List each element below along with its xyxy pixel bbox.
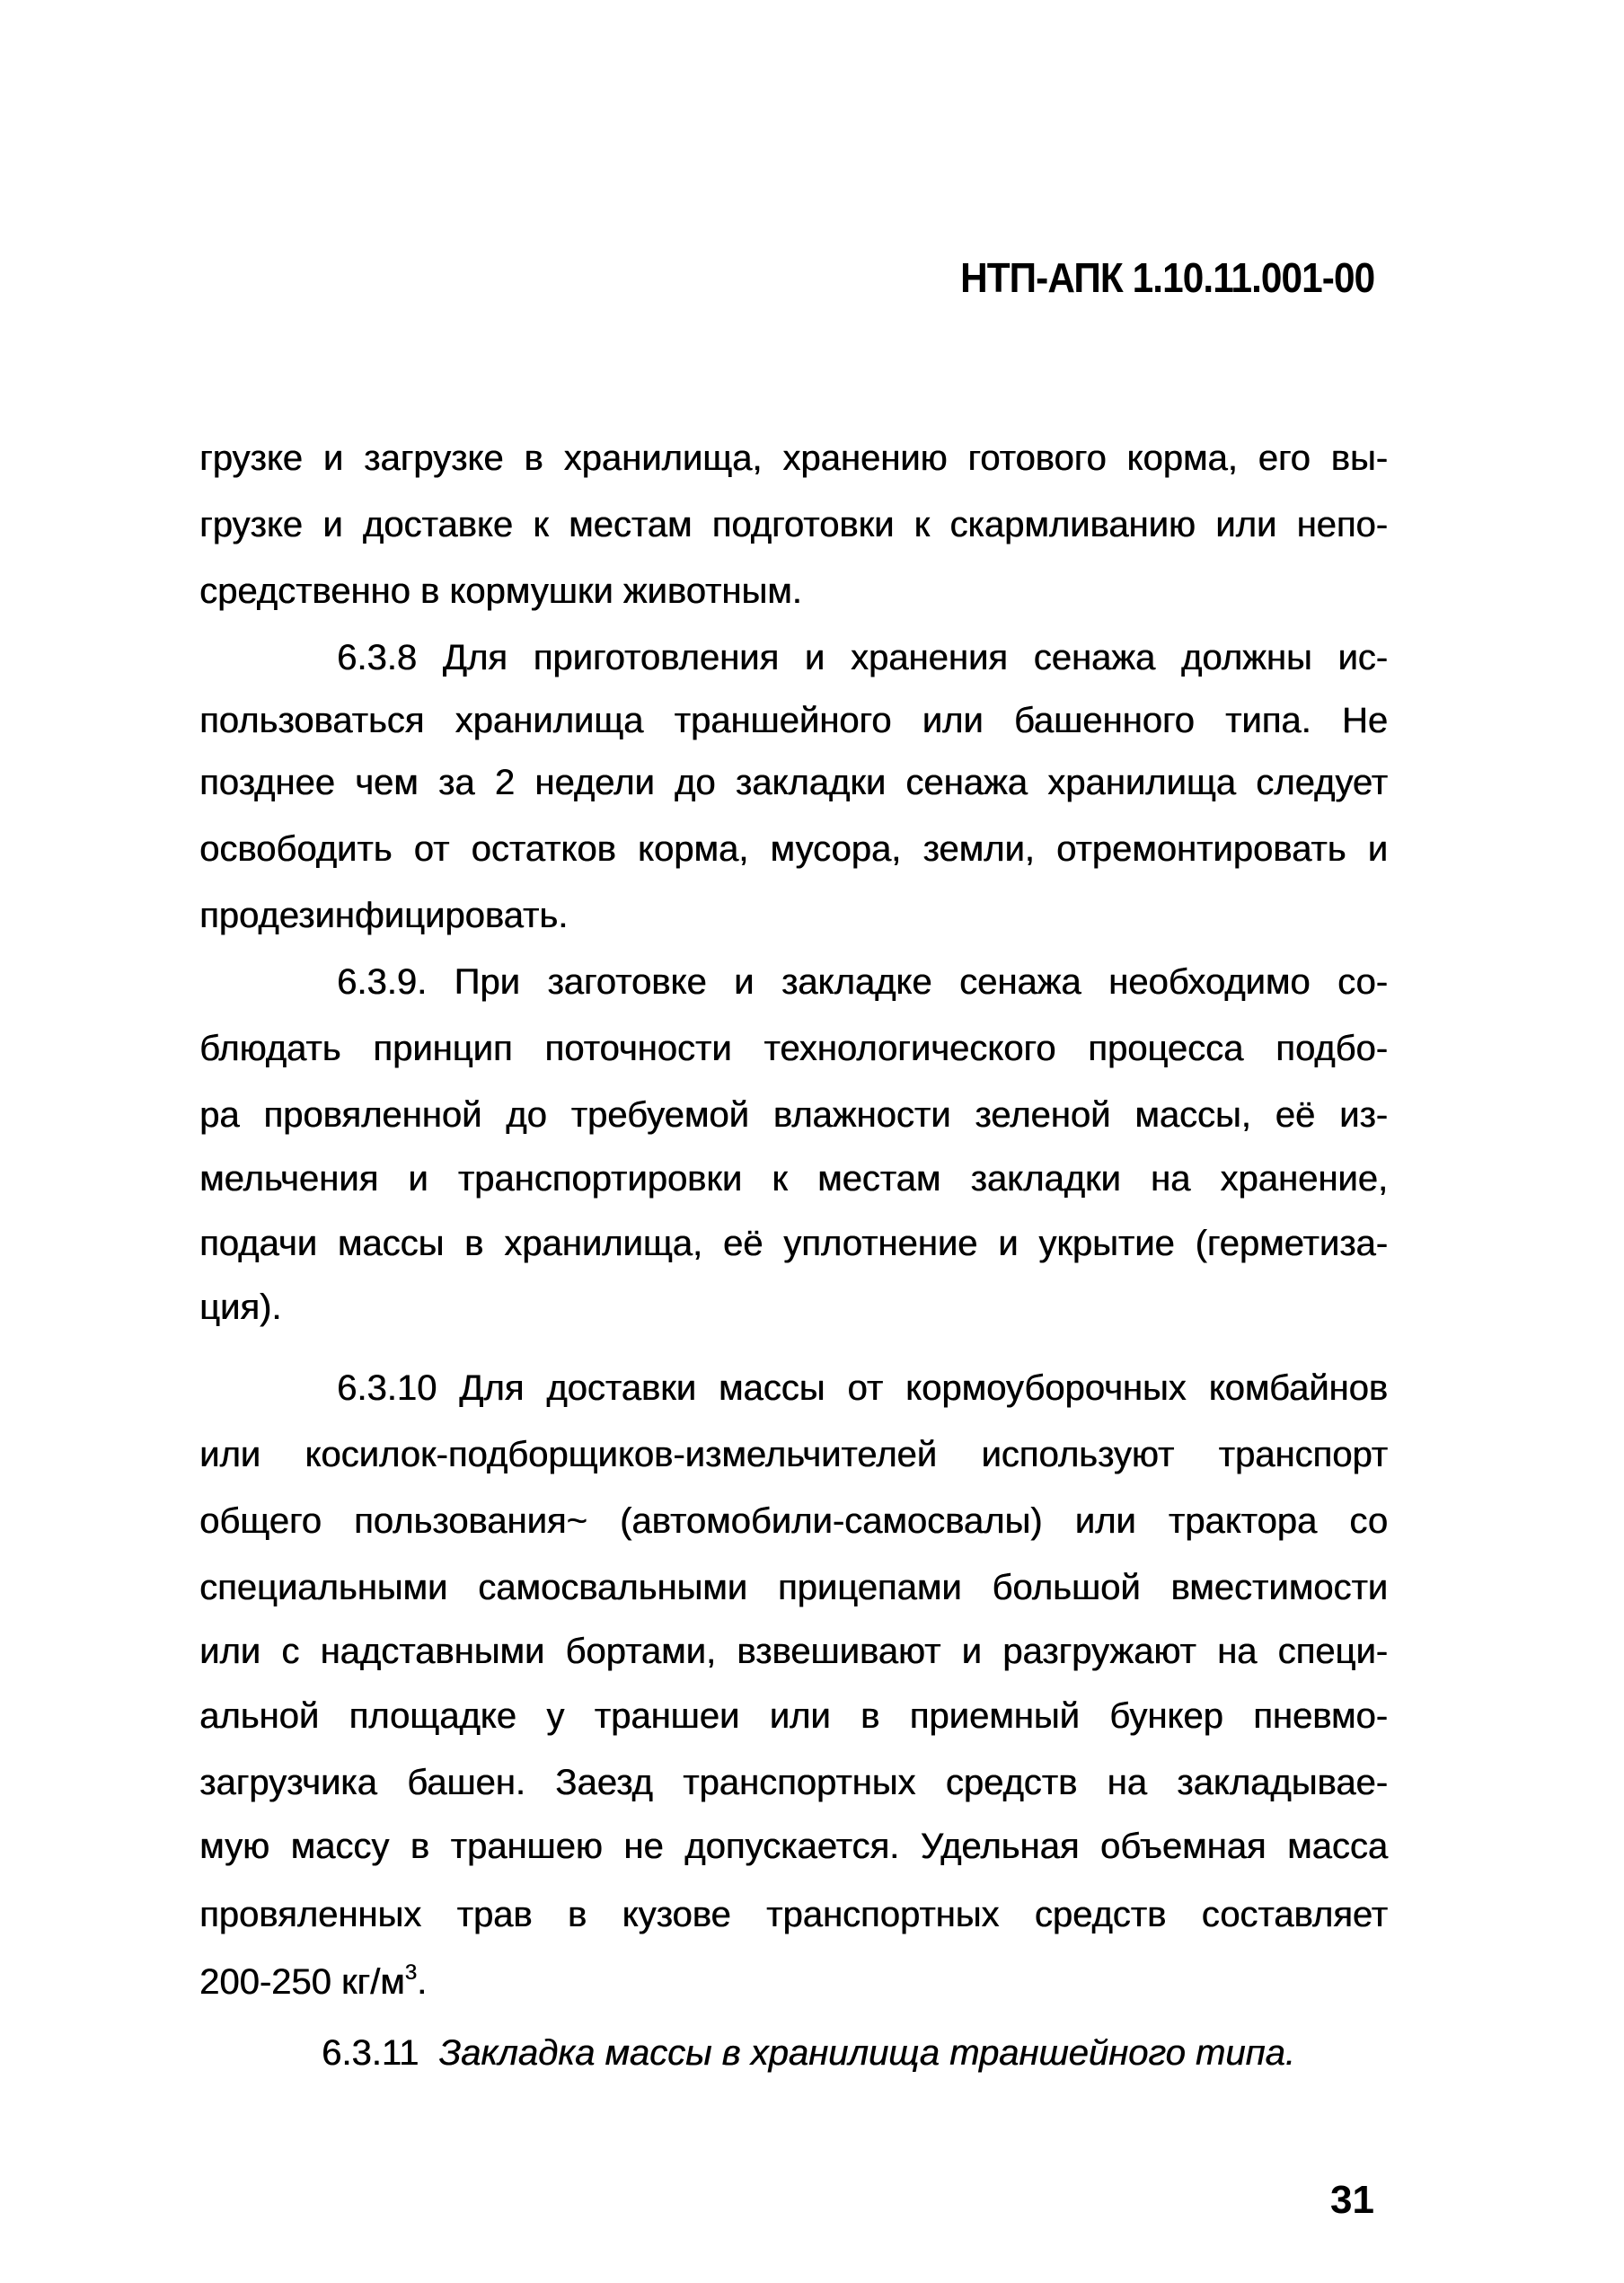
text-line: позднее чем за 2 недели до закладки сенажа хранилища следует <box>199 763 1388 802</box>
density-period: . <box>416 1962 428 2002</box>
text-line: грузке и загрузке в хранилища, хранению готового корма, его вы- <box>199 438 1388 478</box>
text-line: грузке и доставке к местам подготовки к скармливанию или непо- <box>199 505 1388 544</box>
text-line: освободить от остатков корма, мусора, земли, отремонтировать и <box>199 829 1388 869</box>
text-line: провяленных трав в кузове транспортных средств составляет <box>199 1895 1388 1934</box>
section-title: Закладка массы в хранилища траншейного типа. <box>438 2033 1295 2073</box>
section-number: 6.3.11 <box>322 2033 419 2073</box>
text-line: подачи массы в хранилища, её уплотнение и укрытие (герметиза- <box>199 1224 1388 1263</box>
text-line: средственно в кормушки животным. <box>199 571 802 611</box>
text-line: ция). <box>199 1288 282 1327</box>
text-line: альной площадке у траншеи или в приемный бункер пневмо- <box>199 1696 1388 1736</box>
text-line: специальными самосвальными прицепами большой вместимости <box>199 1568 1388 1607</box>
document-code-header: НТП-АПК 1.10.11.001-00 <box>959 254 1374 301</box>
superscript-cube: 3 <box>404 1960 417 1985</box>
text-line: ра провяленной до требуемой влажности зеленой массы, её из- <box>199 1095 1388 1135</box>
density-value: 200-250 кг/м <box>199 1962 405 2002</box>
paragraph-6-3-10-start: 6.3.10 Для доставки массы от кормоуборочных комбайнов <box>337 1368 1388 1408</box>
text-line: или с надставными бортами, взвешивают и разгружают на специ- <box>199 1632 1388 1671</box>
text-line: пользоваться хранилища траншейного или башенного типа. Не <box>199 701 1388 740</box>
paragraph-6-3-9-start: 6.3.9. При заготовке и закладке сенажа необходимо со- <box>337 962 1388 1002</box>
text-line: загрузчика башен. Заезд транспортных средств на закладывае- <box>199 1763 1388 1802</box>
text-line: мую массу в траншею не допускается. Удельная объемная масса <box>199 1827 1388 1866</box>
text-line: продезинфицировать. <box>199 896 569 935</box>
text-line: блюдать принцип поточности технологического процесса подбо- <box>199 1029 1388 1068</box>
page-number: 31 <box>1330 2178 1374 2222</box>
paragraph-6-3-8-start: 6.3.8 Для приготовления и хранения сенажа должны ис- <box>337 638 1388 677</box>
text-line: или косилок-подборщиков-измельчителей используют транспорт <box>199 1435 1388 1474</box>
section-6-3-11-heading <box>322 2030 1388 2076</box>
text-line: общего пользования~ (автомобили-самосвалы) или трактора со <box>199 1501 1388 1541</box>
text-line: мельчения и транспортировки к местам закладки на хранение, <box>199 1159 1388 1199</box>
density-line <box>199 1959 1388 2005</box>
